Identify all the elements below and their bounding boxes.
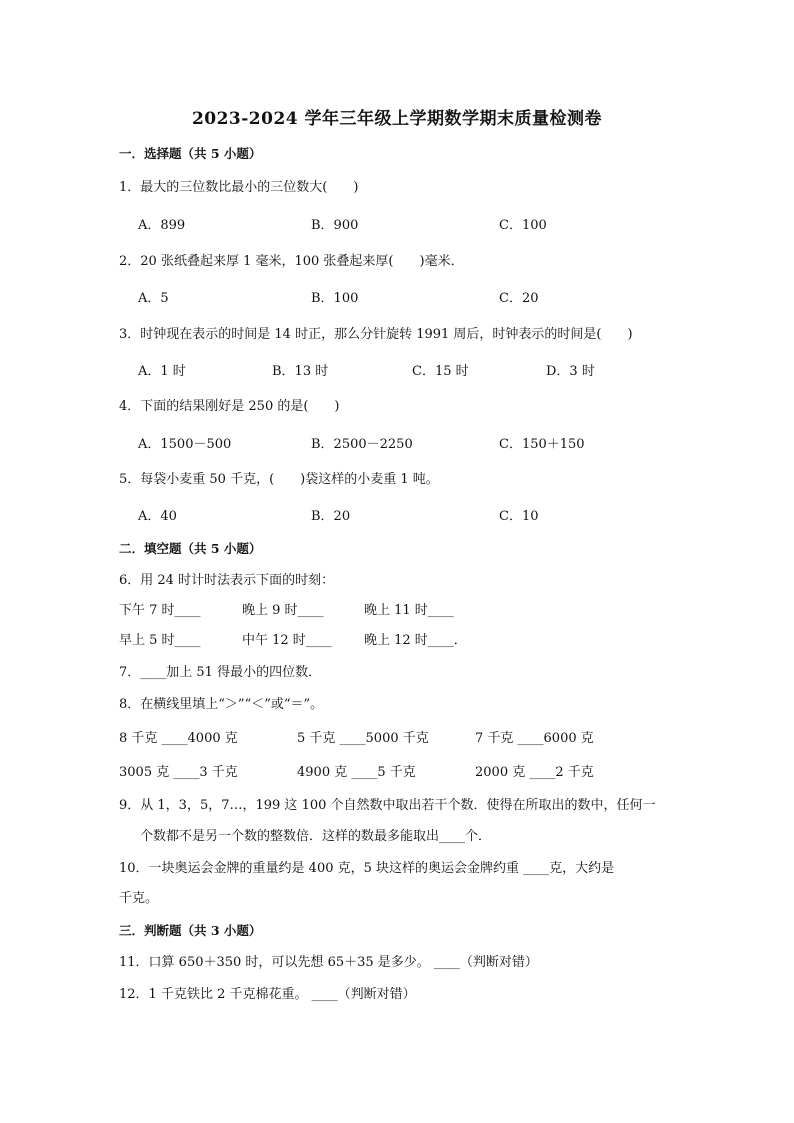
section-heading-judge: 三．判断题（共 3 小题） xyxy=(119,923,262,938)
section-heading-choice: 一．选择题（共 5 小题） xyxy=(119,146,262,161)
question-7: 7．____加上 51 得最小的四位数． xyxy=(119,665,322,680)
question-2-option-b: B．100 xyxy=(311,291,359,306)
question-6-stem: 6．用 24 时计时法表示下面的时刻： xyxy=(119,573,335,588)
question-3-option-d: D．3 时 xyxy=(546,364,595,379)
question-8-blank: 2000 克 ____2 千克 xyxy=(475,765,594,780)
question-3-option-b: B．13 时 xyxy=(272,364,329,379)
question-3-option-a: A．1 时 xyxy=(138,364,186,379)
question-6-blank: 晚上 12 时____． xyxy=(364,633,467,648)
question-6-blank: 中午 12 时____ xyxy=(242,633,332,648)
question-2-stem: 2．20 张纸叠起来厚 1 毫米，100 张叠起来厚( )毫米． xyxy=(119,254,464,269)
page-title: 2023-2024 学年三年级上学期数学期末质量检测卷 xyxy=(191,109,603,129)
question-5-option-c: C．10 xyxy=(499,509,539,524)
question-3-stem: 3．时钟现在表示的时间是 14 时正，那么分针旋转 1991 周后，时钟表示的时间是( ) xyxy=(119,327,633,342)
question-8-blank: 8 千克 ____4000 克 xyxy=(119,731,238,746)
question-1-option-a: A．899 xyxy=(138,218,186,233)
question-9-line-2: 个数都不是另一个数的整数倍．这样的数最多能取出____个． xyxy=(140,829,492,844)
section-heading-fill: 二．填空题（共 5 小题） xyxy=(119,541,262,556)
question-5-option-b: B．20 xyxy=(311,509,351,524)
question-6-blank: 晚上 11 时____ xyxy=(364,603,454,618)
question-6-blank: 下午 7 时____ xyxy=(119,603,201,618)
question-10-line-1: 10．一块奥运会金牌的重量约是 400 克，5 块这样的奥运会金牌约重 ____克，大约是 xyxy=(119,861,615,876)
question-8-blank: 5 千克 ____5000 千克 xyxy=(297,731,429,746)
question-1-option-b: B．900 xyxy=(311,218,359,233)
question-3-option-c: C．15 时 xyxy=(412,364,469,379)
question-10-line-2: 千克。 xyxy=(119,891,159,906)
question-2-option-a: A．5 xyxy=(138,291,169,306)
question-8-blank: 7 千克 ____6000 克 xyxy=(475,731,594,746)
question-8-blank: 3005 克 ____3 千克 xyxy=(119,765,238,780)
question-8-stem: 8．在横线里填上“＞”“＜”或“＝”。 xyxy=(119,697,324,712)
question-8-blank: 4900 克 ____5 千克 xyxy=(297,765,416,780)
question-12: 12．1 千克铁比 2 千克棉花重。 ____（判断对错） xyxy=(119,987,416,1002)
question-4-stem: 4．下面的结果刚好是 250 的是( ) xyxy=(119,399,340,414)
question-5-stem: 5．每袋小麦重 50 千克，( )袋这样的小麦重 1 吨。 xyxy=(119,472,439,487)
question-4-option-a: A．1500－500 xyxy=(138,437,232,452)
question-1-option-c: C．100 xyxy=(499,218,547,233)
question-4-option-b: B．2500－2250 xyxy=(311,437,413,452)
question-1-stem: 1．最大的三位数比最小的三位数大( ) xyxy=(119,180,359,195)
question-9-line-1: 9．从 1，3，5，7…，199 这 100 个自然数中取出若干个数．使得在所取出的数中，任何一 xyxy=(119,798,656,813)
question-11: 11．口算 650＋350 时，可以先想 65＋35 是多少。 ____（判断对错） xyxy=(119,955,538,970)
question-4-option-c: C．150＋150 xyxy=(499,437,585,452)
question-6-blank: 晚上 9 时____ xyxy=(242,603,324,618)
question-2-option-c: C．20 xyxy=(499,291,539,306)
question-5-option-a: A．40 xyxy=(138,509,177,524)
question-6-blank: 早上 5 时____ xyxy=(119,633,201,648)
